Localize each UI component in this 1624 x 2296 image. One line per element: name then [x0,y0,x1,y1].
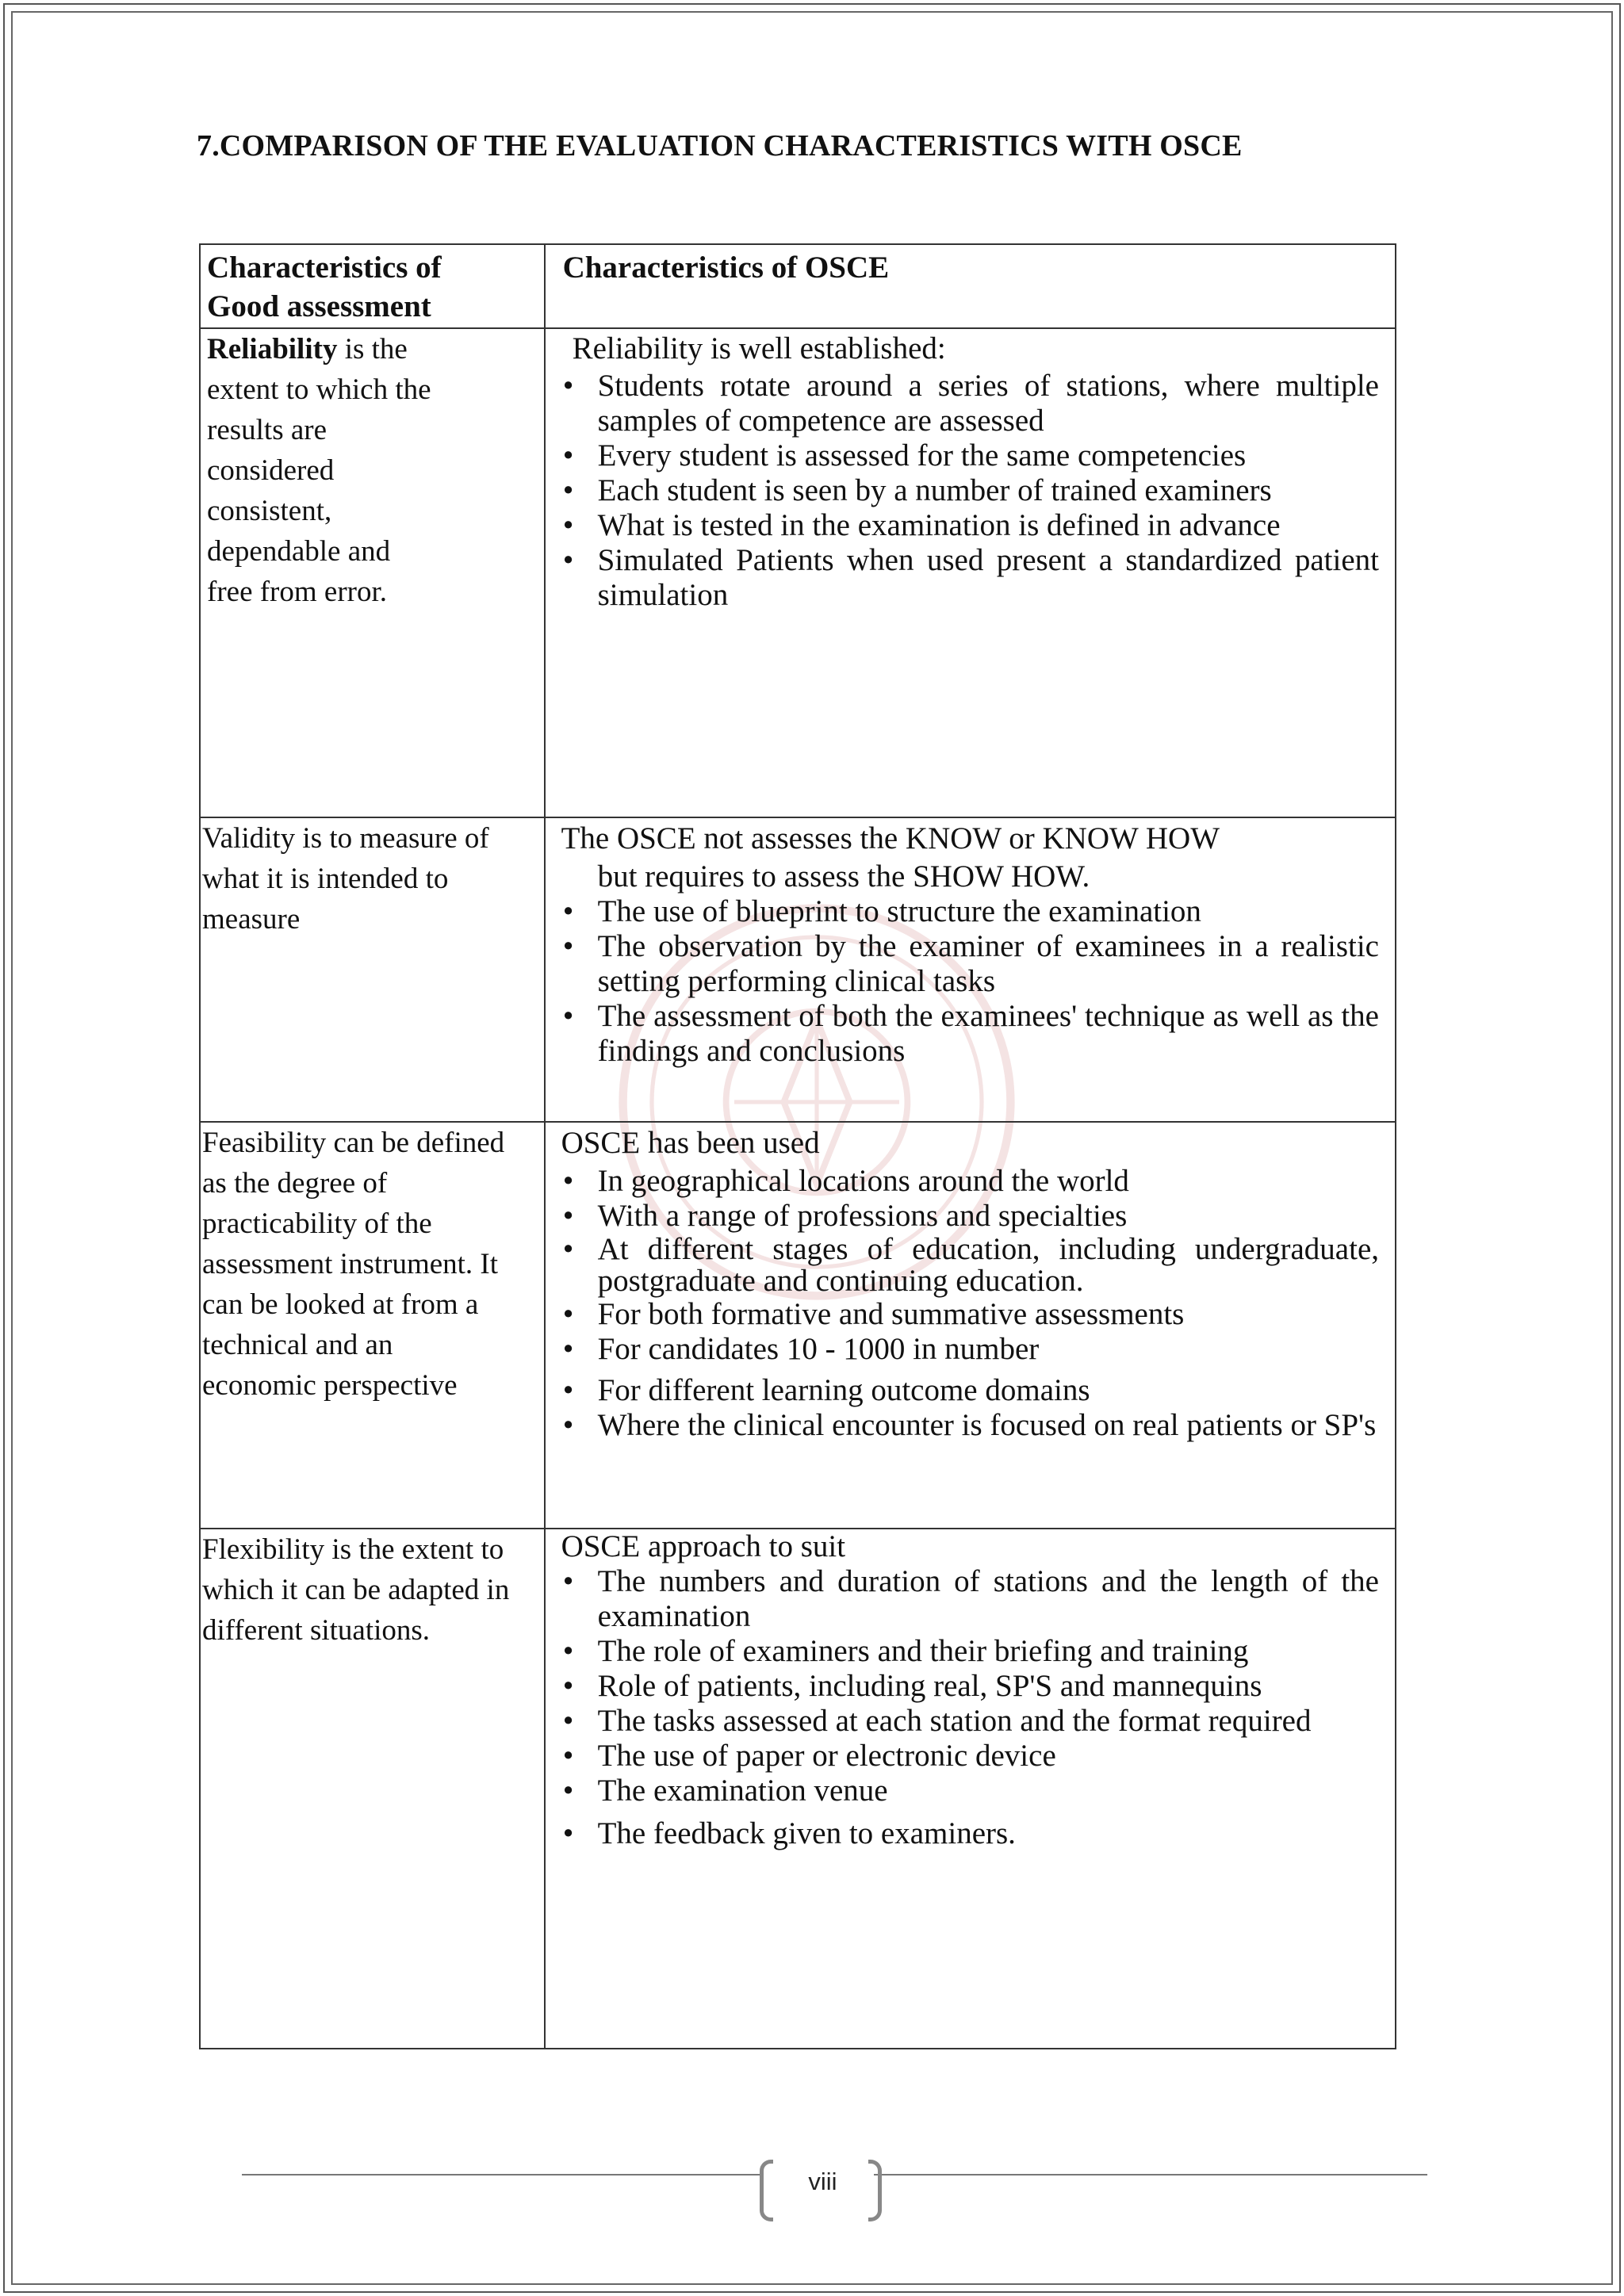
cell-good-assessment [200,817,545,1122]
list-item [555,473,1379,508]
cell-text: different situations. [202,1614,431,1647]
header-left-line: Good assessment [207,289,431,323]
cell-text: can be looked at from a [202,1288,479,1321]
list-item [555,1739,1379,1774]
table-row-validity [200,817,1396,1122]
cell-osce [545,1529,1396,2049]
cell-text: as the degree of [202,1167,388,1200]
list-item [555,369,1379,438]
cell-text: consistent, [207,495,332,527]
cell-intro: The OSCE not assesses the KNOW or KNOW HOW [561,821,1220,855]
table-row-feasibility [200,1122,1396,1529]
list-item [555,1669,1379,1704]
cell-text: results are [207,414,327,446]
list-item [555,1373,1379,1408]
bullet-dot-icon: • [562,1332,574,1366]
cell-intro-continued: but requires to assess the SHOW HOW. [597,859,1090,894]
list-item-text: Simulated Patients when used present a standardized patient simulation [597,543,1379,612]
left-bracket-icon [760,2160,773,2221]
list-item-text: The numbers and duration of stations and the length of the examination [597,1564,1379,1633]
cell-osce [545,817,1396,1122]
list-item-text: Every student is assessed for the same competencies [597,438,1247,473]
list-item-text: The feedback given to examiners. [597,1816,1016,1850]
bullet-dot-icon: • [562,1297,574,1331]
list-item [555,1774,1379,1808]
list-item [555,508,1379,543]
list-item [555,999,1379,1069]
bullet-dot-icon: • [562,1669,574,1703]
cell-text: practicability of the [202,1207,432,1240]
list-item [555,894,1379,929]
bullet-dot-icon: • [562,1774,574,1808]
footer-rule-left [242,2174,761,2175]
cell-text: which it can be adapted in [202,1574,510,1606]
bullet-dot-icon: • [562,1739,574,1773]
cell-text: assessment instrument. It [202,1248,499,1280]
list-item-text: The use of paper or electronic device [597,1739,1056,1773]
list-item-text: What is tested in the examination is defined in advance [597,508,1281,542]
bullet-dot-icon: • [562,1816,574,1850]
cell-text: considered [207,454,335,487]
list-item [555,1408,1379,1443]
table-header-row [200,244,1396,328]
cell-text: measure [202,903,301,936]
cell-text: extent to which the [207,373,431,406]
cell-text: technical and an [202,1329,393,1361]
cell-intro: OSCE has been used [561,1126,820,1160]
bullet-dot-icon: • [562,999,574,1033]
comparison-table [199,243,1396,2049]
list-item [555,1816,1379,1851]
bullet-dot-icon: • [562,1634,574,1668]
list-item-text: The role of examiners and their briefing and training [597,1634,1249,1668]
cell-good-assessment [200,1529,545,2049]
page-heading: 7.COMPARISON OF THE EVALUATION CHARACTERISTICS WITH OSCE [197,129,1243,163]
bullet-dot-icon: • [562,369,574,403]
bullet-dot-icon: • [562,438,574,473]
list-item [555,1297,1379,1332]
list-item [555,1564,1379,1634]
cell-intro: OSCE approach to suit [561,1529,846,1563]
cell-osce [545,1122,1396,1529]
bullet-dot-icon: • [562,1232,574,1266]
bullet-dot-icon: • [562,894,574,928]
list-item-text: In geographical locations around the world [597,1164,1129,1198]
cell-good-assessment [200,328,545,817]
cell-text: dependable and [207,535,391,568]
list-item [555,1332,1379,1367]
cell-osce [545,328,1396,817]
list-item-text: Where the clinical encounter is focused on real patients or SP's [597,1408,1377,1442]
bullet-dot-icon: • [562,508,574,542]
list-item-text: The observation by the examiner of examinees in a realistic setting performing clinical tasks [597,929,1379,998]
bullet-dot-icon: • [562,1564,574,1598]
header-osce: Characteristics of OSCE [545,244,1396,328]
list-item-text: Students rotate around a series of stations, where multiple samples of competence are assessed [597,369,1379,438]
cell-text: Flexibility is the extent to [202,1533,504,1566]
list-item-text: The assessment of both the examinees' technique as well as the findings and conclusions [597,999,1379,1068]
cell-text: free from error. [207,576,388,608]
term-bold: Reliability [207,333,338,365]
list-item [555,1704,1379,1739]
list-item [555,438,1379,473]
bullet-dot-icon: • [562,929,574,963]
bullet-dot-icon: • [562,1408,574,1442]
list-item-text: For both formative and summative assessments [597,1297,1185,1331]
table-row-flexibility [200,1529,1396,2049]
bullet-dot-icon: • [562,473,574,507]
list-item [555,1634,1379,1669]
right-bracket-icon [868,2160,882,2221]
bullet-dot-icon: • [562,1164,574,1198]
header-good-assessment [200,244,545,328]
list-item-text: With a range of professions and specialties [597,1199,1128,1233]
list-item-text: The examination venue [597,1774,888,1808]
list-item [555,1234,1379,1297]
list-item [555,1164,1379,1199]
bullet-dot-icon: • [562,1704,574,1738]
list-item [555,1199,1379,1234]
list-item-text: For different learning outcome domains [597,1373,1090,1407]
cell-text: Feasibility can be defined [202,1127,505,1159]
page-number: viii [808,2168,837,2195]
cell-text: what it is intended to [202,863,449,895]
header-left-line: Characteristics of [207,251,442,285]
bullet-dot-icon: • [562,543,574,577]
list-item-text: For candidates 10 - 1000 in number [597,1332,1040,1366]
cell-text: Validity is to measure of [202,822,489,855]
list-item-text: The tasks assessed at each station and the format required [597,1704,1312,1738]
footer-rule-right [874,2174,1427,2175]
cell-text: economic perspective [202,1369,458,1402]
cell-good-assessment [200,1122,545,1529]
list-item-text: Role of patients, including real, SP'S and mannequins [597,1669,1262,1703]
cell-intro: Reliability is well established: [572,331,946,365]
list-item-text: At different stages of education, including undergraduate, postgraduate and continuing education. [597,1232,1379,1298]
list-item [555,929,1379,999]
cell-text: is the [337,333,408,365]
list-item [555,543,1379,613]
list-item-text: The use of blueprint to structure the examination [597,894,1201,928]
table-row-reliability [200,328,1396,817]
bullet-dot-icon: • [562,1373,574,1407]
list-item-text: Each student is seen by a number of trained examiners [597,473,1272,507]
bullet-dot-icon: • [562,1199,574,1233]
